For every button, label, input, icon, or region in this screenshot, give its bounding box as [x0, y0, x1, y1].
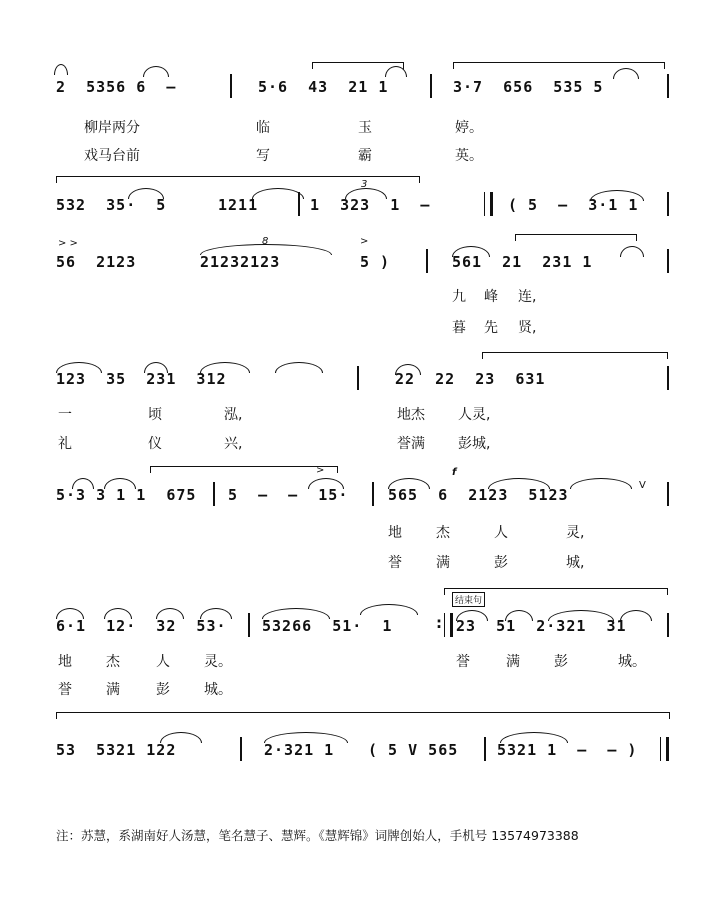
barline	[430, 74, 432, 98]
barline	[357, 366, 359, 390]
lyric: 杰	[106, 654, 120, 670]
triplet-mark: 3	[361, 179, 368, 190]
lyric: 临	[256, 120, 270, 136]
lyrics-line-1	[0, 522, 723, 544]
notes-row-4	[0, 370, 723, 394]
lyric: 人	[494, 525, 508, 541]
lyric: 暮	[452, 320, 466, 336]
lyric: 一	[58, 407, 72, 423]
phrase-slur	[515, 234, 637, 241]
slur	[360, 604, 418, 615]
lyric: 城。	[618, 654, 646, 670]
lyric: 满	[106, 682, 120, 698]
measure: 2·321 1	[264, 741, 335, 759]
lyrics-line-1	[0, 117, 723, 139]
final-barline	[660, 737, 669, 761]
barline	[667, 74, 669, 98]
lyric: 彭	[156, 682, 170, 698]
lyric: 戏马台前	[84, 148, 140, 164]
barline	[372, 482, 374, 506]
barline	[667, 482, 669, 506]
ending-label: 结束句	[452, 592, 485, 607]
lyrics-line-1	[0, 404, 723, 426]
double-barline	[484, 192, 493, 216]
lyric: 彭	[494, 555, 508, 571]
lyric: 霸	[358, 148, 372, 164]
lyric: 誉	[388, 555, 402, 571]
measure-3: 3·7 656 535 5	[453, 78, 604, 96]
measure: 532 35· 5	[56, 196, 167, 214]
footnote: 注：苏慧，系湖南好人汤慧，笔名慧子、慧辉。《慧辉锦》词牌创始人，手机号 13574973388	[56, 828, 579, 843]
notes-row-6	[0, 617, 723, 641]
measure: 561 21 231 1	[452, 253, 593, 271]
notes-row-7	[0, 741, 723, 765]
measure-2: 5·6 43 21 1	[258, 78, 389, 96]
lyric: 彭	[554, 654, 568, 670]
phrase-slur	[150, 466, 338, 473]
lyric: 峰	[484, 289, 498, 305]
lyrics-line-2	[0, 317, 723, 339]
lyric: 写	[256, 148, 270, 164]
barline	[298, 192, 300, 216]
breath-mark: V	[639, 480, 646, 491]
repeat-dots: :	[436, 614, 442, 632]
measure: 53266 51· 1	[262, 617, 393, 635]
phrase-slur	[482, 352, 668, 359]
lyric: 九	[452, 289, 466, 305]
repeat-barline	[444, 613, 453, 637]
lyric: 玉	[358, 120, 372, 136]
lyric: 兴,	[224, 436, 243, 452]
measure: ( 5 – 3·1 1	[508, 196, 639, 214]
barline	[213, 482, 215, 506]
barline	[667, 366, 669, 390]
slur	[143, 66, 169, 77]
lyric: 满	[436, 555, 450, 571]
measure: ( 5 V 565	[368, 741, 459, 759]
lyric: 人灵,	[458, 407, 491, 423]
notes-row-2	[0, 196, 723, 220]
lyric: 人	[156, 654, 170, 670]
lyric: 仪	[148, 436, 162, 452]
lyric: 城。	[204, 682, 232, 698]
measure: 6·1 12· 32 53·	[56, 617, 227, 635]
notes-row-3	[0, 253, 723, 277]
lyric: 城,	[566, 555, 585, 571]
group-mark: 8	[262, 236, 269, 247]
accent-marks: > >	[58, 238, 78, 249]
lyric: 柳岸两分	[84, 120, 140, 136]
lyric: 满	[506, 654, 520, 670]
barline	[667, 249, 669, 273]
accent-mark: >	[316, 465, 325, 476]
lyrics-line-2	[0, 679, 723, 701]
measure: 53 5321 122	[56, 741, 177, 759]
measure: 1 323 1 –	[310, 196, 431, 214]
barline	[240, 737, 242, 761]
measure: 5 )	[360, 253, 391, 271]
lyric: 地杰	[397, 407, 425, 423]
measure: 5321 1 – – )	[497, 741, 638, 759]
measure: 5 – – 15·	[228, 486, 349, 504]
measure: 22 22 23 631	[395, 370, 546, 388]
barline	[248, 613, 250, 637]
phrase-slur	[56, 712, 670, 719]
lyric: 誉	[456, 654, 470, 670]
tie	[54, 64, 68, 75]
lyrics-line-2	[0, 433, 723, 455]
phrase-slur	[453, 62, 665, 69]
barline	[667, 192, 669, 216]
measure: 21232123	[200, 253, 281, 271]
measure: 5·3 3 1 1 675	[56, 486, 197, 504]
lyric: 顷	[148, 407, 162, 423]
dynamic-mark: f	[452, 467, 457, 478]
lyric: 婷。	[455, 120, 483, 136]
barline	[230, 74, 232, 98]
lyric: 灵。	[204, 654, 232, 670]
lyrics-line-2	[0, 145, 723, 167]
lyric: 杰	[436, 525, 450, 541]
lyric: 贤,	[518, 320, 537, 336]
barline	[426, 249, 428, 273]
lyric: 誉	[58, 682, 72, 698]
lyric: 先	[484, 320, 498, 336]
barline	[484, 737, 486, 761]
measure: 1211	[218, 196, 259, 214]
lyrics-line-1	[0, 286, 723, 308]
measure-1: 2 5356 6 –	[56, 78, 177, 96]
notes-row-5	[0, 486, 723, 510]
lyrics-line-2	[0, 552, 723, 574]
lyric: 英。	[455, 148, 483, 164]
lyric: 彭城,	[458, 436, 491, 452]
lyric: 誉满	[397, 436, 425, 452]
lyric: 地	[58, 654, 72, 670]
accent-mark: >	[360, 236, 369, 247]
lyric: 礼	[58, 436, 72, 452]
notes-row-1	[0, 78, 723, 102]
lyrics-line-1	[0, 651, 723, 673]
measure: 23 51 2·321 31	[456, 617, 627, 635]
lyric: 连,	[518, 289, 537, 305]
barline	[667, 613, 669, 637]
measure: 565 6 2123 5123	[388, 486, 569, 504]
measure: 56 2123	[56, 253, 137, 271]
lyric: 地	[388, 525, 402, 541]
lyric: 灵,	[566, 525, 585, 541]
measure: 123 35 231 312	[56, 370, 227, 388]
lyric: 泓,	[224, 407, 243, 423]
